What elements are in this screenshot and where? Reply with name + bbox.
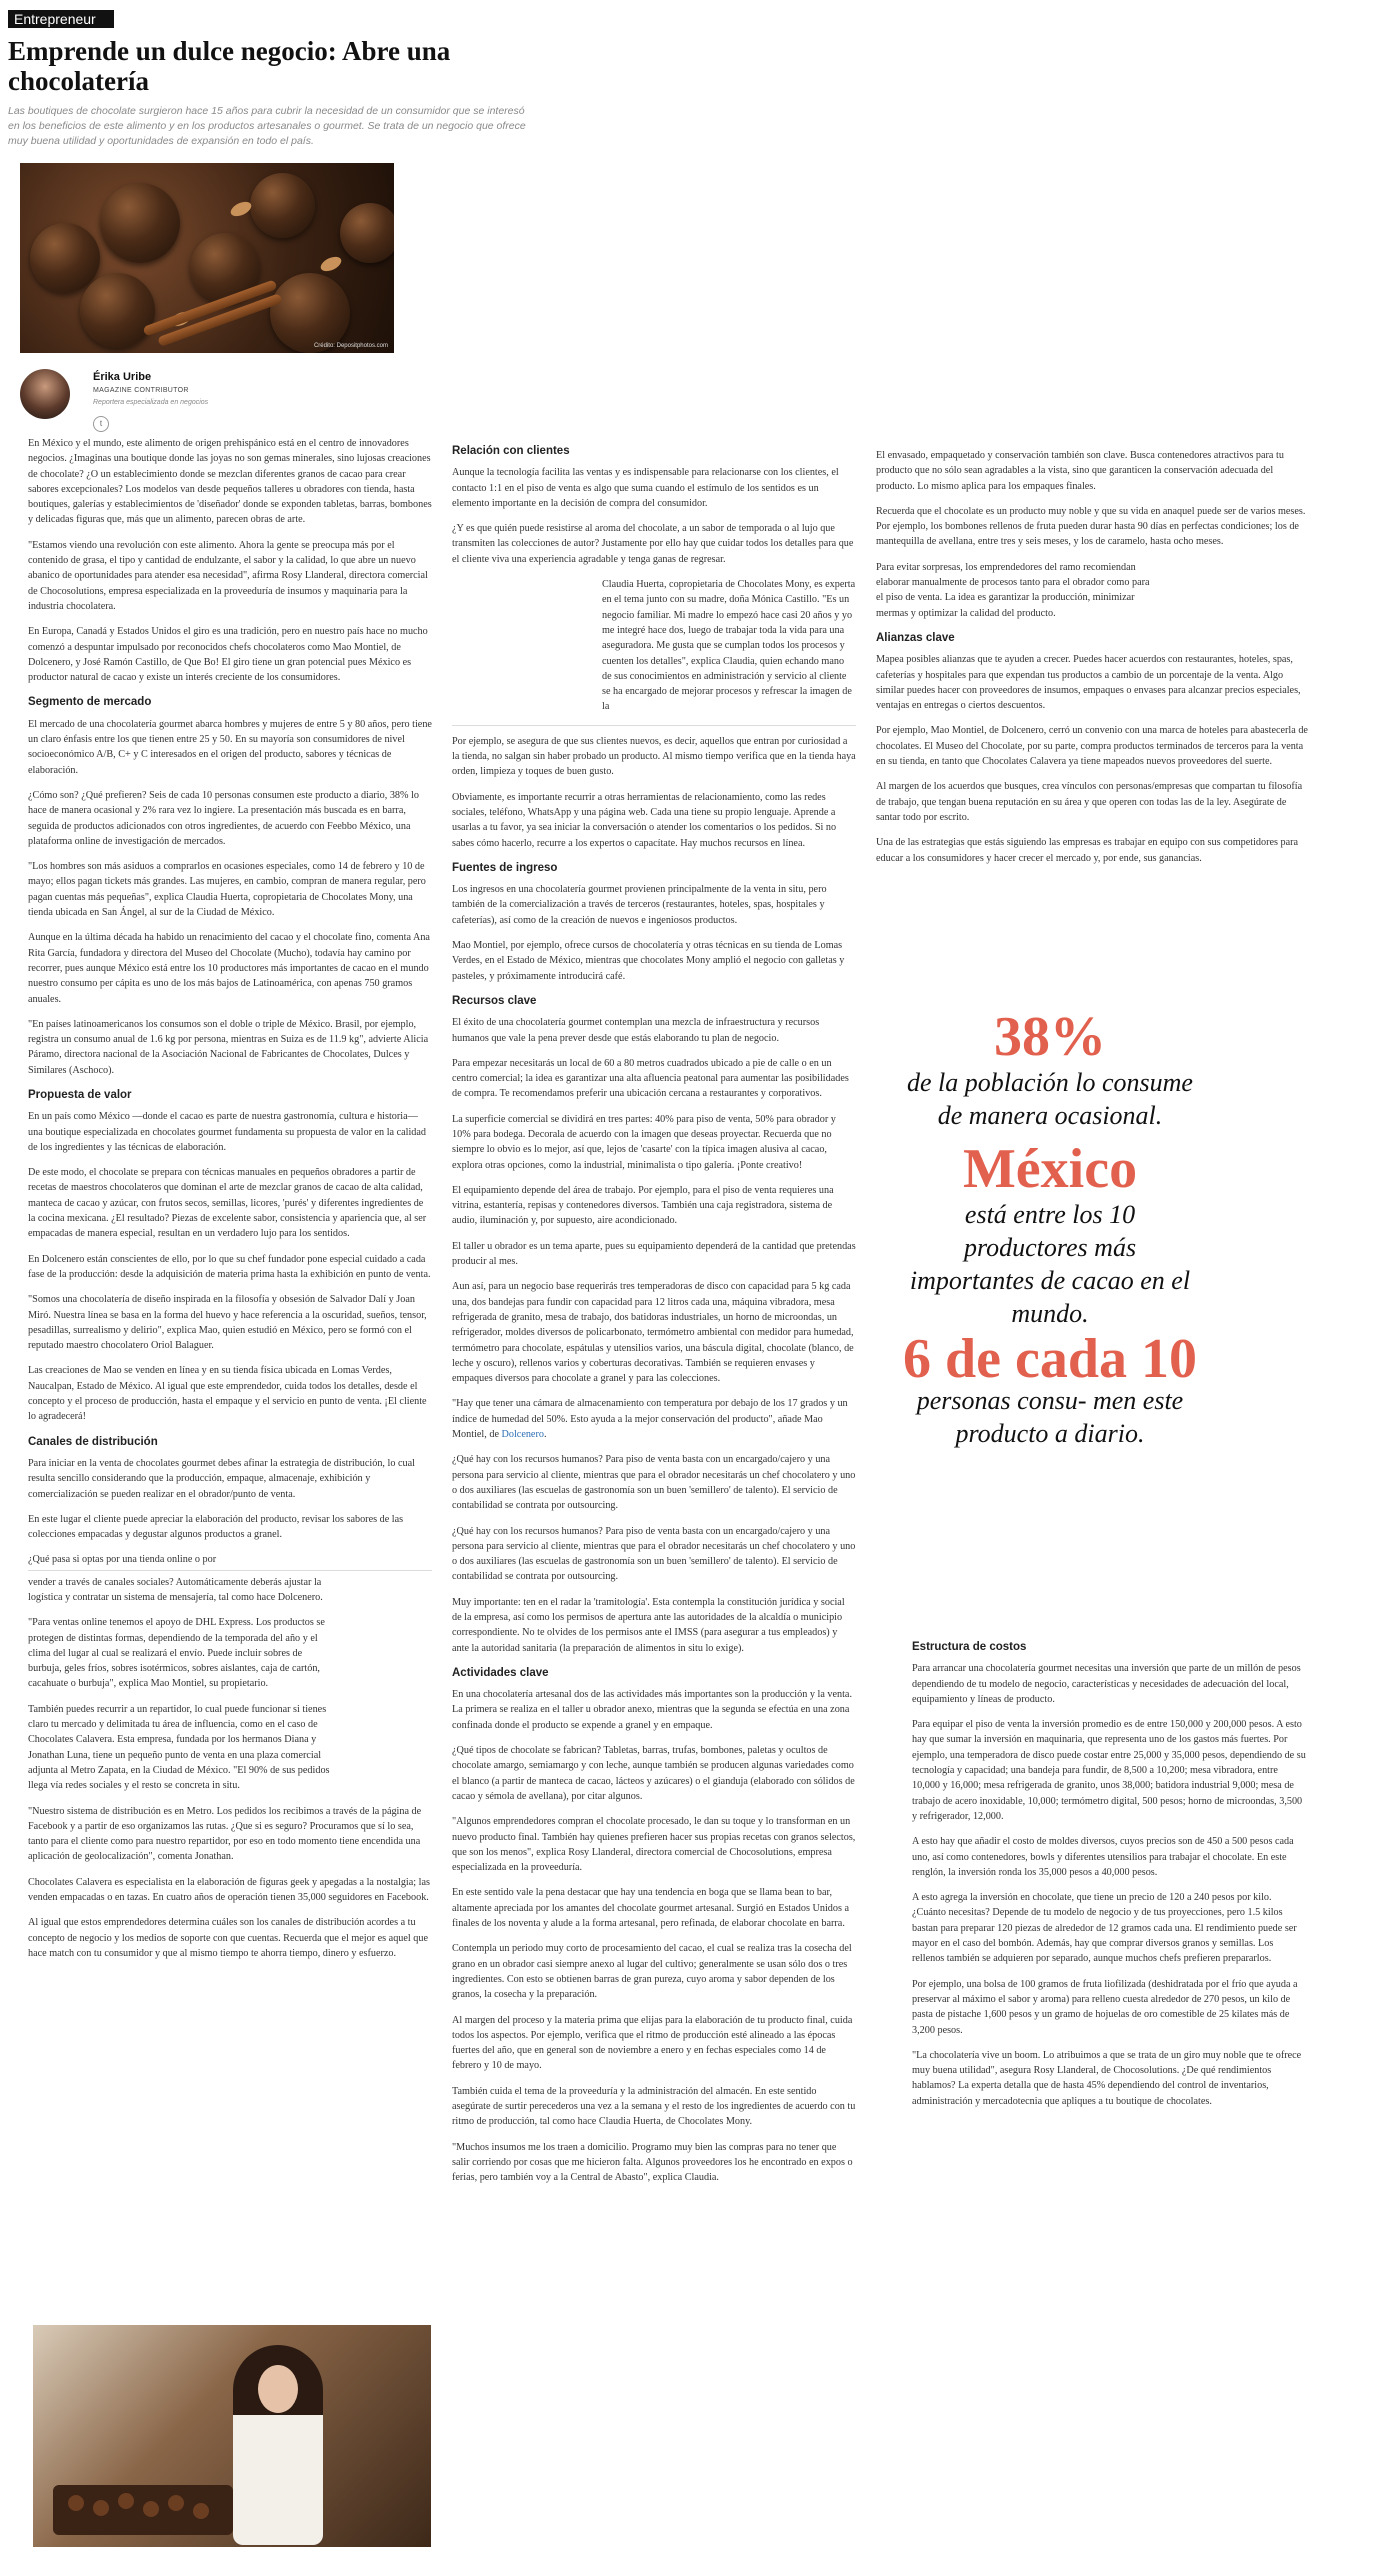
paragraph: Una de las estrategias que estás siguiendo las empresas es trabajar en equipo con sus competidores para educar a los consumidores y hacer crecer el mercado y, por ende, sus ganancias.	[876, 837, 1299, 864]
paragraph: "Para ventas online tenemos el apoyo de DHL Express. Los productos se protegen de distintas formas, dependiendo de la temporada del año y el clima del lugar al cual se realizará el envío. Puede incluir sobres de burbuja, geles fríos, sobres isotérmicos, sobres aislantes, caja de cartón, cacahuate o burbuja", explica Mao Montiel, su propietario.	[28, 1617, 325, 1690]
paragraph: Para iniciar en la venta de chocolates gourmet debes afinar la estrategia de distribución, lo cual resulta sencillo considerando que la producción, empaque, almacenaje, exhibición y comercialización se pueden realizar en el obrador/punto de venta.	[28, 1457, 415, 1500]
paragraph: "En países latinoamericanos los consumos son el doble o triple de México. Brasil, por ejemplo, registra un consumo anual de 1.6 kg por persona, mientras en Suiza es de 11.9 kg", advierte Alicia Páramo, directora nacional de la Asociación Nacional de Fabricantes de Chocolates, Dulces y Similares (Aschoco).	[28, 1018, 429, 1076]
paragraph: Chocolates Calavera es especialista en la elaboración de figuras geek y apegadas a la nostalgia; las venden empacadas o en tazas. En cuatro años de operación tienen 35,000 seguidores en Facebook.	[28, 1876, 430, 1904]
paragraph: En una chocolatería artesanal dos de las actividades más importantes son la producción y la venta. La primera se realiza en el taller u obrador anexo, mientras que la segunda se efectúa en una zona confinada donde el producto se expende a granel y en empaque.	[452, 1689, 853, 1731]
stat-figure: México	[962, 1138, 1138, 1200]
paragraph: "Estamos viendo una revolución con este alimento. Ahora la gente se preocupa más por el contenido de grasa, el tipo y cantidad de endulzante, el sabor y la calidad, lo que abre un nuevo abanico de oportunidades para atender esa necesidad", afirma Rosy Llanderal, directora comercial de Chocosolutions, empresa especializada en la proveeduría de insumos y maquinaria para la industria chocolatera.	[28, 539, 428, 612]
inset-text-block	[28, 1575, 332, 1794]
paragraph: Aun así, para un negocio base requerirás tres temperadoras de disco con capacidad para 5 kg cada una, dos bandejas para fundir con capacidad para 12 litros cada una, máquina vibradora, mesa refrigerada de granito, mesa de trabajo, dos batidoras industriales, un horno de microondas, un refrigerador, moldes diversos de policarbonato, termómetro ambiental con medidor para humedad, termómetro para chocolate, espátulas y utensilios varios, una báscula digital, chocolate (blanco, de leche y oscuro), rellenos varios y coberturas decorativas. También se requieren envases y empaques diversos para chocolate a granel y para las colecciones.	[452, 1281, 854, 1385]
paragraph: "Los hombres son más asiduos a comprarlos en ocasiones especiales, como 14 de febrero y 10 de mayo; ellos pagan tickets más grandes. Las mujeres, en cambio, compran de manera regular, pero pagan cuentas más pequeñas", explica Claudia Huerta, copropietaria de Chocolates Mony, una tienda ubicada en San Ángel, al sur de la Ciudad de México.	[28, 861, 426, 919]
paragraph: "La chocolatería vive un boom. Lo atribuimos a que se trata de un giro muy noble que te ofrece muy buena utilidad", asegura Rosy Llanderal, de Chocosolutions. ¿De qué rendimientos hablamos? La experta detalla que de hasta 45% dependiendo del control de inventarios, administración y mercadotecnia que apliques a tu boutique de chocolates.	[912, 2049, 1302, 2107]
paragraph: Mapea posibles alianzas que te ayuden a crecer. Puedes hacer acuerdos con restaurantes, hoteles, spas, cafeterías y hospitales para que expendan tus productos a cambio de un porcentaje de la venta. Algo similar puedes hacer con proveedores de insumos, empaques o envases para alcanzar precios especiales, ventajas en entregas o ciertos descuentos.	[876, 654, 1301, 712]
article-dek: Las boutiques de chocolate surgieron hace 15 años para cubrir la necesidad de un consumidor que se interesó en los beneficios de este alimento y en los productos artesanales o gourmet. Se trata de un negocio que ofrece muy buena utilidad y oportunidades de expansión en todo el país.	[8, 105, 526, 147]
paragraph	[452, 1396, 856, 1442]
paragraph: En México y el mundo, este alimento de origen prehispánico está en el centro de innovadores negocios. ¿Imaginas una boutique donde las joyas no son gemas minerales, sino lujosas creaciones de chocolate? ¿O un establecimiento donde se mezclan diferentes granos de cacao para crear sabores excepcionales? Los modelos van desde pequeños talleres u obradores con tienda, hasta boutiques, galerías y establecimientos de 'diseñador' donde se exponden tabletas, barras, bombones y delicadas figuras que, más que un alimento, parecen obras de arte.	[28, 438, 432, 526]
paragraph: Los ingresos en una chocolatería gourmet provienen principalmente de la venta in situ, pero también de la comercialización a través de terceros (restaurantes, hoteles, spas, hospitales y cafeterías), así como de la creación de nuevos e ingeniosos productos.	[452, 884, 827, 926]
author-avatar[interactable]	[20, 369, 70, 419]
paragraph: ¿Qué hay con los recursos humanos? Para piso de venta basta con un encargado/cajero y una persona para servicio al cliente, mientras que para el obrador necesitarás un chef chocolatero y uno o dos auxiliares (las escuelas de gastronomía son un buen 'semillero' de talento). El servicio de contabilidad se contrata por outsourcing.	[452, 1454, 856, 1512]
paragraph: Muy importante: ten en el radar la 'tramitología'. Esta contempla la constitución jurídica y social de la empresa, así como los permisos de apertura ante las autoridades de la alcaldía o municipio correspondiente. No te olvides de los permisos ante el IMSS (para asegurar a tus empleados) y ante la autoridad sanitaria (la preparación de alimentos in situ lo exige).	[452, 1596, 845, 1654]
author-role: MAGAZINE CONTRIBUTOR	[93, 387, 189, 394]
section-heading: Segmento de mercado	[28, 696, 152, 709]
paragraph: ¿Y es que quién puede resistirse al aroma del chocolate, a un sabor de temporada o al lujo que transmiten las colecciones de autor? Justamente por ello hay que cuidar todos los detalles para que el cliente viva una experiencia agradable y tenga ganas de regresar.	[452, 523, 854, 565]
author-name[interactable]: Érika Uribe	[93, 371, 152, 383]
paragraph: Para evitar sorpresas, los emprendedores del ramo recomiendan elaborar manualmente de procesos tanto para el obrador como para el piso de venta. La idea es garantizar la producción, minimizar mermas y optimizar la calidad del producto.	[876, 561, 1150, 619]
brand-logo[interactable]: Entrepreneur	[8, 10, 114, 28]
quote-text: "Hay que tener una cámara de almacenamiento con temperatura por debajo de los 17 grados y un índice de humedad del 50%. Esto ayuda a la mejor conservación del producto", añade Mao Montiel, de	[452, 1398, 848, 1441]
article-column-2	[452, 438, 856, 2196]
paragraph: En un país como México —donde el cacao es parte de nuestra gastronomía, cultura e historia— una boutique especializada en chocolates gourmet fundamenta su propuesta de valor en la calidad de los ingredientes y las técnicas de elaboración.	[28, 1111, 427, 1153]
paragraph: El taller u obrador es un tema aparte, pues su equipamiento dependerá de la cantidad que pretendas producir al mes.	[452, 1240, 856, 1268]
article-column-3	[876, 448, 1308, 876]
chocolatier-photo	[33, 2325, 431, 2547]
section-heading: Recursos clave	[452, 994, 537, 1007]
quote-end: .	[543, 1429, 547, 1441]
stat-caption: está entre los 10 productores más importantes de cacao en el mundo.	[909, 1200, 1191, 1328]
paragraph: Contempla un periodo muy corto de procesamiento del cacao, el cual se realiza tras la cosecha del grano en un obrador casi siempre anexo al lugar del cultivo; generalmente se usan sólo dos o tres ingredientes. Con esto se obtienen barras de gran pureza, cuyo aroma y sabor dependen de los granos, la cosecha y la preparación.	[452, 1943, 852, 2001]
paragraph: El mercado de una chocolatería gourmet abarca hombres y mujeres de entre 5 y 80 años, pero tiene un claro énfasis entre los que tienen entre 25 y 50. En su mayoría son consumidores de nivel socioeconómico A/B, C+ y C interesados en el origen del producto, sabores y técnicas de elaboración.	[28, 718, 432, 776]
section-heading: Alianzas clave	[876, 631, 955, 644]
article-column-3-lower	[912, 1634, 1308, 2119]
paragraph: "Muchos insumos me los traen a domicilio. Programo muy bien las compras para no tener que salir corriendo por cosas que me hicieron falta. Algunos proveedores los he encontrado en expos o ferias, pero también voy a la Central de Abasto", explica Claudia.	[452, 2141, 853, 2184]
paragraph: El éxito de una chocolatería gourmet contemplan una mezcla de infraestructura y recursos humanos que vale la pena prever desde que estás elaborando tu plan de negocio.	[452, 1017, 820, 1044]
paragraph: Aunque en la última década ha habido un renacimiento del cacao y el chocolate fino, comenta Ana Rita García, fundadora y directora del Museo del Chocolate (Mucho), todavía hay camino por recorrer, pues aunque México está entre los 10 productores más importantes de cacao en el mundo nuestro consumo per cápita es uno de los más bajos de Latinoamérica, con apenas 750 gramos anuales.	[28, 932, 430, 1005]
stat-caption: personas consu- men este producto a diario.	[916, 1386, 1184, 1448]
divider	[452, 725, 856, 726]
paragraph: Al igual que estos emprendedores determina cuáles son los canales de distribución acordes a tu concepto de negocio y los medios de soporte con que cuentas. Recuerda que el mejor es aquel que hace match con tu consumidor y que al mismo tiempo te ahorra tiempo, dinero y esfuerzo.	[28, 1917, 429, 1959]
paragraph: Claudia Huerta, copropietaria de Chocolates Mony, es experta en el tema junto con su madre, doña Mónica Castillo. "Es un negocio familiar. Mi madre lo empezó hace casi 20 años y yo me integré hace dos, luego de trabajar toda la vida para una aseguradora. Me gusta que se cumplan todos los procesos y cuenten los detalles", explica Claudia, quien echando mano de sus conocimientos en administración y servicio al cliente se ha encargado de mejorar procesos y refrescar la imagen de la	[602, 579, 856, 713]
article-title: Emprende un dulce negocio: Abre una chocolatería	[8, 36, 451, 96]
paragraph: De este modo, el chocolate se prepara con técnicas manuales en pequeños obradores a partir de recetas de maestros chocolateros que dominan el arte de mezclar granos de cacao de alta calidad, manteca de cacao y azúcar, con frutos secos, semillas, licores, 'purés' y diferentes ingredientes de la cocina mexicana. ¿El resultado? Piezas de excelente sabor, consistencia y apariencia que, al ser empacadas de manera especial, resultan en un verdadero lujo para los sentidos.	[28, 1167, 427, 1240]
paragraph: También cuida el tema de la proveeduría y la administración del almacén. En este sentido asegúrate de surtir perecederos una vez a la semana y el resto de los ingredientes de acuerdo con tu ritmo de producción, tal como hace Claudia Huerta, de Chocolates Mony.	[452, 2085, 856, 2128]
paragraph: "Algunos emprendedores compran el chocolate procesado, le dan su toque y lo transforman en un nuevo producto final. También hay quienes prefieren hacer sus propias recetas con granos selectos, que son los menos", explica Rosy Llanderal, directora comercial de Chocosolutions, empresa especializada en la proveeduría.	[452, 1816, 856, 1874]
section-heading: Relación con clientes	[452, 445, 570, 457]
paragraph: Mao Montiel, por ejemplo, ofrece cursos de chocolatería y otras técnicas en su tienda de Lomas Verdes, en el Estado de México, mientras que chocolates Mony amplió el negocio con galletas y pasteles, y próximamente introducirá café.	[452, 940, 845, 982]
article-column-1	[28, 436, 432, 1971]
paragraph: En Europa, Canadá y Estados Unidos el giro es una tradición, pero en nuestro país hace no mucho comenzó a despuntar impulsado por reconocidos chefs chocolateros como Mao Montiel, de Dolcenero, y José Ramón Castillo, de Que Bo! El giro tiene un gran potencial pues México es productor natural de cacao y existe un interés creciente de los consumidores.	[28, 626, 428, 684]
paragraph: La superficie comercial se dividirá en tres partes: 40% para piso de venta, 50% para obrador y 10% para bodega. Decorala de acuerdo con la imagen que deseas proyectar. Recuerda que no siempre lo obvio es lo mejor, así que, lejos de 'casarte' con la típica imagen alusiva al cacao, explora otras opciones, como la industrial, minimalista o tipo galería. ¡Ponte creativo!	[452, 1113, 836, 1171]
paragraph: ¿Qué tipos de chocolate se fabrican? Tabletas, barras, trufas, bombones, paletas y ocultos de chocolate amargo, semiamargo y con leche, aunque también se producen algunas variedades como el blanco (a partir de manteca de cacao, lácteos y azúcares) o el gianduja (elaborado con sólidos de cacao y sémola de avellana), por citar algunos.	[452, 1745, 855, 1802]
paragraph: El envasado, empaquetado y conservación también son clave. Busca contenedores atractivos para tu producto que no sólo sean agradables a la vista, sino que garanticen la conservación adecuada del producto. Lo mismo aplica para los empaques finales.	[876, 450, 1284, 492]
paragraph: Para arrancar una chocolatería gourmet necesitas una inversión que parte de un millón de pesos dependiendo de tu modelo de negocio, características y necesidades de adecuación del local, equipamiento y líneas de producto.	[912, 1663, 1301, 1705]
stat-figure: 38%	[994, 1006, 1106, 1068]
divider	[28, 1570, 432, 1571]
paragraph: Por ejemplo, se asegura de que sus clientes nuevos, es decir, aquellos que entran por curiosidad a la tienda, no salgan sin haber probado un producto. Al mismo tiempo verifica que en la tienda haya orden, limpieza y toques de buen gusto.	[452, 735, 856, 778]
paragraph: Obviamente, es importante recurrir a otras herramientas de relacionamiento, como las redes sociales, teléfono, WhatsApp y una página web. Cada una tiene su propio lenguaje. Aprende a usarlas a tu favor, ya sea iniciar la conversación o atender los comentarios o los pedidos. Si no sabes cómo hacerlo, recurre a los expertos o capacítate. Hay muchos recursos en línea.	[452, 791, 837, 849]
paragraph: El equipamiento depende del área de trabajo. Por ejemplo, para el piso de venta requieres una vitrina, estantería, repisas y contenedores diversos. También una caja registradora, sistema de audio, iluminación y, por supuesto, aire acondicionado.	[452, 1184, 834, 1227]
section-heading: Canales de distribución	[28, 1435, 158, 1448]
section-heading: Estructura de costos	[912, 1641, 1027, 1653]
paragraph: Por ejemplo, Mao Montiel, de Dolcenero, cerró un convenio con una marca de hoteles para abastecerla de chocolates. El Museo del Chocolate, por su parte, compra productos terminados de terceros para la venta en su tienda, en tanto que Chocolates Calavera ya tiene mapeados nuevos proveedores del suerte.	[876, 725, 1308, 768]
paragraph: "Somos una chocolatería de diseño inspirada en la filosofía y obsesión de Salvador Dalí y Joan Miró. Nuestra línea se basa en la forma del huevo y hace referencia a la oscuridad, sueños, tensor, pesadillas, surrealismo y delirio", explica Mao, quien estudió en México, pero se formó con el reputado maestro chocolatero Oriol Balaguer.	[28, 1294, 427, 1352]
twitter-icon[interactable]: t	[93, 416, 109, 432]
stat-figure: 6 de cada 10	[903, 1328, 1197, 1390]
paragraph: Para empezar necesitarás un local de 60 a 80 metros cuadrados ubicado a pie de calle o en un centro comercial; la idea es garantizar una alta afluencia peatonal para aumentar las posibilidades de compra. Te recomendamos preferir una ubicación cercana a restaurantes y corporativos.	[452, 1057, 849, 1100]
paragraph: Al margen de los acuerdos que busques, crea vínculos con personas/empresas que compartan tu filosofía de trabajo, que tengan buena reputación en su área y que operen con todas las de la ley. Asegúrate de santar todo por escrito.	[876, 781, 1303, 823]
section-heading: Fuentes de ingreso	[452, 861, 558, 874]
paragraph: vender a través de canales sociales? Automáticamente deberás ajustar la logística y contratar un sistema de mensajería, tal como hace Dolcenero.	[28, 1576, 323, 1603]
paragraph: En este sentido vale la pena destacar que hay una tendencia en boga que se llama bean to bar, altamente apreciada por los amantes del chocolate gourmet artesanal. Surgió en Estados Unidos a finales de los noventa y alude a la forma artesanal, pero refinada, de elaborar chocolate en barra.	[452, 1887, 849, 1930]
paragraph: Aunque la tecnología facilita las ventas y es indispensable para relacionarse con los clientes, el contacto 1:1 en el piso de venta es algo que suma cuando el estímulo de los sentidos es un elemento importante en la decisión de compra del consumidor.	[452, 467, 839, 509]
pull-stats	[900, 1008, 1200, 1450]
paragraph: Las creaciones de Mao se venden en línea y en su tienda física ubicada en Lomas Verdes, Naucalpan, Estado de México. Al igual que este emprendedor, cuida todos los detalles, desde el concepto y el proceso de producción, hasta el empaque y el servicio en punto de venta. ¡El cliente lo agradecerá!	[28, 1365, 427, 1423]
paragraph: También puedes recurrir a un repartidor, lo cual puede funcionar si tienes claro tu mercado y delimitada tu área de influencia, como en el caso de Chocolates Calavera. Esta empresa, fundada por los hermanos Diana y Jonathan Luna, tiene un pequeño punto de venta en una plaza comercial adjunta al Metro Zapata, en la Ciudad de México. "El 90% de sus pedidos llega vía redes sociales y el resto se concreta in situ.	[28, 1703, 330, 1792]
paragraph: En este lugar el cliente puede apreciar la elaboración del producto, revisar los sabores de las colecciones empacadas y degustar algunos productos a granel.	[28, 1513, 404, 1541]
hero-image-chocolates	[20, 163, 394, 353]
paragraph: A esto agrega la inversión en chocolate, que tiene un precio de 120 a 240 pesos por kilo. ¿Cuánto necesitas? Depende de tu modelo de negocio y de tus proyecciones, pero 1.5 kilos bastan para preparar 120 piezas de alrededor de 12 gramos cada una. El rendimiento puede ser mayor en el caso del bombón. Además, hay que comprar diversos granos y semillas. Los rellenos también se adquieren por separado, aunque muchos chefs prefieren prepararlos.	[912, 1892, 1297, 1965]
section-heading: Actividades clave	[452, 1666, 549, 1679]
section-heading: Propuesta de valor	[28, 1088, 132, 1101]
dolcenero-link[interactable]: Dolcenero	[501, 1429, 544, 1441]
paragraph: Recuerda que el chocolate es un producto muy noble y que su vida en anaquel puede ser de varios meses. Por ejemplo, los bombones rellenos de fruta pueden durar hasta 90 días en perfectas condiciones; los de mantequilla de avellana, entre tres y seis meses, y los de caramelo, hasta ocho meses.	[876, 505, 1306, 548]
paragraph: ¿Cómo son? ¿Qué prefieren? Seis de cada 10 personas consumen este producto a diario, 38% lo hace de manera ocasional y 2% rara vez lo ingiere. La presentación más buscada es en barra, seguida de productos adicionados con otros ingredientes, de acuerdo con Feebbo México, una plataforma online de investigación de mercados.	[28, 789, 419, 847]
paragraph: ¿Qué hay con los recursos humanos? Para piso de venta basta con un encargado/cajero y una persona para servicio al cliente, mientras que para el obrador necesitarás un chef chocolatero y uno o dos auxiliares (las escuelas de gastronomía son un buen 'semillero' de talento). El servicio de contabilidad se contrata por outsourcing.	[452, 1525, 856, 1583]
inset-text-block	[602, 577, 856, 715]
paragraph: A esto hay que añadir el costo de moldes diversos, cuyos precios son de 450 a 500 pesos cada uno, así como contenedores, bowls y diferentes utensilios para trabajar el chocolate. En este renglón, la inversión ronda los 35,000 pesos a 40,000 pesos.	[912, 1836, 1294, 1878]
paragraph: ¿Qué pasa si optas por una tienda online o por	[28, 1554, 217, 1566]
paragraph: Para equipar el piso de venta la inversión promedio es de entre 150,000 y 200,000 pesos. A esto hay que sumar la inversión en maquinaria, que representa uno de los gastos más fuertes. Por ejemplo, una temperadora de disco puede costar entre 25,000 y 35,000 pesos, dependiendo de su tecnología y capacidad; una bandeja para fundir, de 8,500 a 10,200; mesa vibradora, entre 10,000 y 16,000; mesa refrigerada de granito, unos 38,000; batidora industrial 9,000; mesa de trabajo de acero inoxidable, 10,000; termómetro digital, 500 pesos; horno de microondas, 3,500 y refrigerador, 12,000.	[912, 1719, 1306, 1822]
paragraph: Por ejemplo, una bolsa de 100 gramos de fruta liofilizada (deshidratada por el frío que ayuda a preservar al máximo el sabor y aroma) para relleno cuesta alrededor de 270 pesos, un kilo de pasta de pistache 1,600 pesos y un gramo de hojuelas de oro comestible de 25 kilates más de 3,200 pesos.	[912, 1978, 1298, 2036]
paragraph: En Dolcenero están conscientes de ello, por lo que su chef fundador pone especial cuidado a cada fase de la producción: desde la adquisición de materia prima hasta la exhibición en punto de venta.	[28, 1253, 431, 1280]
author-bio: Reportera especializada en negocios	[93, 399, 209, 406]
stat-caption: de la población lo consume de manera ocasional.	[907, 1068, 1193, 1130]
paragraph: Al margen del proceso y la materia prima que elijas para la elaboración de tu producto final, cuida todos los aspectos. Por ejemplo, verifica que el ritmo de producción esté alineado a las épocas fuertes del año, que en general son de noviembre a enero y en fechas especiales como 14 de febrero y 10 de mayo.	[452, 2014, 853, 2072]
paragraph: "Nuestro sistema de distribución es en Metro. Los pedidos los recibimos a través de la página de Facebook y a partir de eso organizamos las rutas. ¿Que si es seguro? Procuramos que sí lo sea, tanto para el cliente como para nuestro repartidor, por eso en todo momento tiene encendida una aplicación de geolocalización", comenta Jonathan.	[28, 1805, 422, 1863]
image-credit: Crédito: Depositphotos.com	[313, 343, 388, 349]
